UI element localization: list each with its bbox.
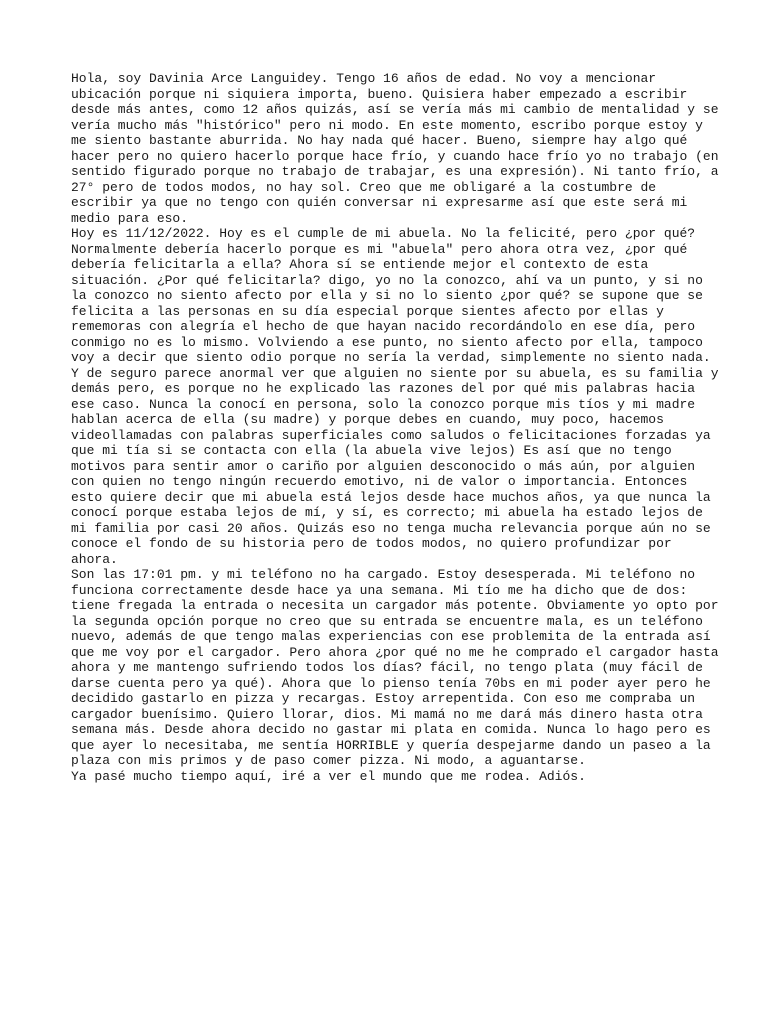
text-line: Hola, soy Davinia Arce Languidey. Tengo 16 años de edad. No voy a mencionar [71, 71, 657, 86]
text-line: Hoy es 11/12/2022. Hoy es el cumple de mi abuela. No la felicité, pero ¿por qué? [71, 226, 696, 241]
text-line: motivos para sentir amor o cariño por alguien desconocido o más aún, por alguien [71, 458, 696, 474]
text-line: felicita a las personas en su día especial porque sientes afecto por ellas y [71, 303, 664, 319]
text-line: darse cuenta pero ya qué). Ahora que lo pienso tenía 70bs en mi poder ayer pero he [71, 675, 711, 691]
text-line: me siento bastante aburrida. No hay nada qué hacer. Bueno, siempre hay algo qué [71, 133, 688, 148]
text-line: rememoras con alegría el hecho de que hayan nacido recordándolo en ese día, pero [71, 319, 696, 334]
text-line: mi familia por casi 20 años. Quizás eso no tenga mucha relevancia porque aún no se [71, 520, 711, 536]
text-line: cargador buenísimo. Quiero llorar, dios. Mi mamá no me dará más dinero hasta otra [71, 706, 703, 722]
text-line: ubicación porque ni siquiera importa, bueno. Quisiera haber empezado a escribir [71, 86, 688, 102]
text-line: demás pero, es porque no he explicado las razones del por qué mis palabras hacia [71, 381, 696, 396]
text-line: ahora y me mantengo sufriendo todos los días? fácil, no tengo plata (muy fácil de [71, 660, 703, 675]
text-line: que me voy por el cargador. Pero ahora ¿por qué no me he comprado el cargador hasta [71, 644, 719, 660]
text-line: que ayer lo necesitaba, me sentía HORRIBLE y quería despejarme dando un paseo a la [71, 737, 711, 753]
text-line: Son las 17:01 pm. y mi teléfono no ha cargado. Estoy desesperada. Mi teléfono no [71, 567, 696, 582]
text-line: nuevo, además de que tengo malas experiencias con ese problemita de la entrada así [71, 629, 711, 644]
text-line: conoce el fondo de su historia pero de todos modos, no quiero profundizar por [71, 536, 672, 551]
document-page [71, 71, 719, 784]
text-line: con quien no tengo ningún recuerdo emotivo, ni de valor o importancia. Entonces [71, 474, 688, 489]
text-line: debería felicitarla a ella? Ahora sí se entiende mejor el contexto de esta [71, 257, 649, 272]
text-line: vería mucho más "histórico" pero ni modo. En este momento, escribo porque estoy y [71, 117, 703, 133]
text-line: desde más antes, como 12 años quizás, así se vería más mi cambio de mentalidad y se [71, 102, 719, 117]
text-line: medio para eso. [71, 210, 189, 226]
text-line: la conozco no siento afecto por ella y si no lo siento ¿por qué? se supone que se [71, 288, 703, 303]
text-line: plaza con mis primos y de paso comer pizza. Ni modo, a aguantarse. [71, 753, 586, 768]
text-line: videollamadas con palabras superficiales como saludos o felicitaciones forzadas ya [71, 427, 711, 443]
text-line: tiene fregada la entrada o necesita un cargador más potente. Obviamente yo opto por [71, 598, 719, 613]
text-line: ese caso. Nunca la conocí en persona, solo la conozco porque mis tíos y mi madre [71, 396, 696, 412]
text-line: esto quiere decir que mi abuela está lejos desde hace muchos años, ya que nunca la [71, 489, 711, 505]
text-line: conocí porque estaba lejos de mí, y sí, es correcto; mi abuela ha estado lejos de [71, 505, 703, 520]
text-line: conmigo no es lo mismo. Volviendo a ese punto, no siento afecto por ella, tampoco [71, 334, 703, 350]
text-line: que mi tía si se contacta con ella (la abuela vive lejos) Es así que no tengo [71, 443, 672, 458]
text-line: escribir ya que no tengo con quién conversar ni expresarme así que este será mi [71, 195, 688, 210]
text-line: ahora. [71, 551, 118, 567]
text-line: Y de seguro parece anormal ver que alguien no siente por su abuela, es su familia y [71, 365, 719, 381]
text-line: Normalmente debería hacerlo porque es mi "abuela" pero ahora otra vez, ¿por qué [71, 241, 688, 257]
text-line: la segunda opción porque no creo que su entrada se encuentre mala, es un teléfono [71, 613, 703, 629]
text-line: situación. ¿Por qué felicitarla? digo, yo no la conozco, ahí va un punto, y si no [71, 272, 703, 288]
text-line: decidido gastarlo en pizza y recargas. Estoy arrepentida. Con eso me compraba un [71, 691, 696, 706]
text-line: Ya pasé mucho tiempo aquí, iré a ver el mundo que me rodea. Adiós. [71, 768, 586, 784]
text-line: funciona correctamente desde hace ya una semana. Mi tío me ha dicho que de dos: [71, 582, 688, 598]
text-line: hacer pero no quiero hacerlo porque hace frío, y cuando hace frío yo no trabajo (en [71, 148, 719, 164]
text-line: 27° pero de todos modos, no hay sol. Creo que me obligaré a la costumbre de [71, 179, 657, 195]
text-line: semana más. Desde ahora decido no gastar mi plata en comida. Nunca lo hago pero es [71, 722, 711, 737]
text-line: sentido figurado porque no trabajo de trabajar, es una expresión). Ni tanto frío, a [71, 164, 719, 179]
text-line: voy a decir que siento odio porque no sería la verdad, simplemente no siento nada. [71, 350, 711, 365]
text-line: hablan acerca de ella (su madre) y porque debes en cuando, muy poco, hacemos [71, 412, 664, 427]
